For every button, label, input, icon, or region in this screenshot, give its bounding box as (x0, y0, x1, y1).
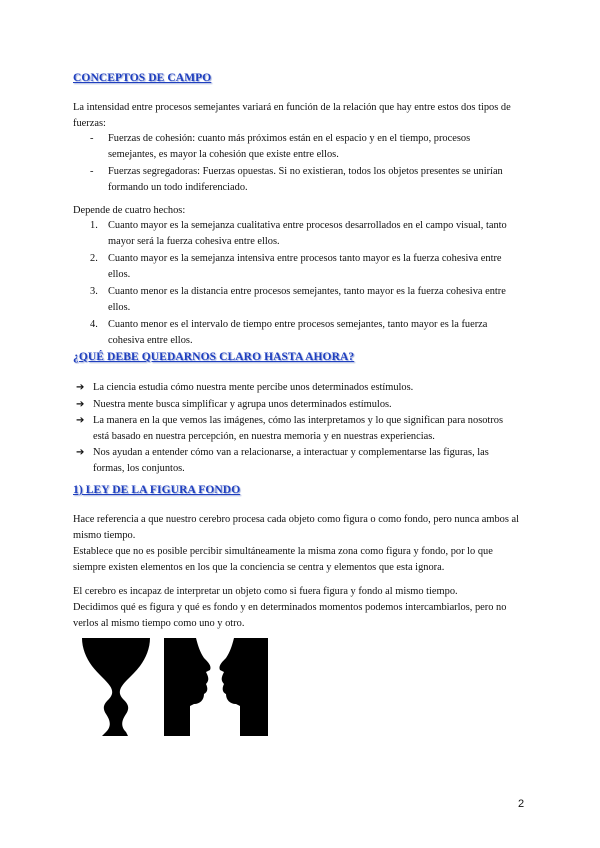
point-text: La ciencia estudia cómo nuestra mente percibe unos determinados estímulos. (93, 382, 414, 393)
point-text: La manera en la que vemos las imágenes, cómo las interpretamos y lo que significan para nosotros está basado en nuestra percepción, en nuestra memoria y en nuestras experiencias. (93, 415, 504, 442)
fact-number: 4. (90, 319, 98, 330)
facts-list (90, 218, 520, 350)
forces-list (90, 131, 520, 197)
list-item (90, 284, 520, 315)
fact-text: Cuanto mayor es la semejanza intensiva entre procesos tanto mayor es la fuerza cohesiva entre ellos. (108, 253, 502, 280)
left-face-silhouette (164, 638, 211, 736)
fondo-paragraph: Decidimos qué es figura y qué es fondo y en determinados momentos podemos intercambiarlos, pero no verlos al mismo tiempo como uno y otro. (73, 602, 507, 629)
fact-number: 3. (90, 286, 98, 297)
depends-text: Depende de cuatro hechos: (73, 205, 186, 216)
figura-fondo-text-2 (73, 584, 523, 632)
fondo-paragraph: Establece que no es posible percibir simultáneamente la misma zona como figura y fondo, por lo que siempre existen elementos en los que la conciencia se centra y elementos que esta ignora. (73, 546, 493, 573)
list-item (90, 317, 520, 348)
campo-intro (73, 100, 523, 132)
list-item (90, 164, 520, 195)
arrow-icon: ➔ (76, 398, 85, 410)
list-item (90, 131, 520, 162)
fact-number: 1. (90, 220, 98, 231)
list-item (76, 397, 520, 413)
right-face-silhouette (219, 638, 268, 736)
list-item (76, 445, 520, 476)
arrow-icon: ➔ (76, 447, 85, 458)
page-number: 2 (518, 798, 525, 810)
key-points-list (76, 380, 520, 477)
figura-fondo-text-1 (73, 512, 523, 576)
heading-ley-figura-fondo: 1) LEY DE LA FIGURA FONDO (73, 484, 241, 496)
heading-que-debe-quedarnos-claro: ¿QUÉ DEBE QUEDARNOS CLARO HASTA AHORA? (73, 351, 355, 363)
list-item (76, 413, 520, 444)
heading-conceptos-de-campo: CONCEPTOS DE CAMPO (73, 72, 212, 84)
campo-intro-text: La intensidad entre procesos semejantes variará en función de la relación que hay entre estos dos tipos de fuerzas: (73, 102, 511, 129)
point-text: Nuestra mente busca simplificar y agrupa unos determinados estímulos. (93, 398, 392, 410)
depends-line (73, 203, 523, 219)
dash-marker: - (90, 133, 94, 144)
vase-silhouette (82, 638, 150, 736)
arrow-icon: ➔ (76, 382, 85, 393)
fact-text: Cuanto mayor es la semejanza cualitativa entre procesos desarrollados en el campo visual, tanto mayor será la fuerza cohesiva entre ellos. (108, 220, 507, 247)
rubin-vase-faces-image (80, 636, 270, 738)
list-item (76, 380, 520, 396)
fondo-paragraph: El cerebro es incapaz de interpretar un objeto como si fuera figura y fondo al mismo tiempo. (73, 586, 458, 597)
fondo-paragraph: Hace referencia a que nuestro cerebro procesa cada objeto como figura o como fondo, pero nunca ambos al mismo tiempo. (73, 514, 520, 541)
fact-number: 2. (90, 253, 98, 264)
fact-text: Cuanto menor es el intervalo de tiempo entre procesos semejantes, tanto mayor es la fuerza cohesiva entre ellos. (108, 319, 488, 346)
list-item (90, 251, 520, 282)
force-cohesion-text: Fuerzas de cohesión: cuanto más próximos están en el espacio y en el tiempo, procesos semejantes, es mayor la cohesión que existe entre ellos. (108, 133, 471, 160)
arrow-icon: ➔ (76, 415, 85, 426)
list-item (90, 218, 520, 249)
fact-text: Cuanto menor es la distancia entre procesos semejantes, tanto mayor es la fuerza cohesiva entre ellos. (108, 286, 506, 313)
dash-marker: - (90, 166, 94, 177)
point-text: Nos ayudan a entender cómo van a relacionarse, a interactuar y complementarse las figuras, las formas, los conjuntos. (93, 447, 489, 474)
force-segregadoras-text: Fuerzas segregadoras: Fuerzas opuestas. Si no existieran, todos los objetos presentes se unirían formando un todo indiferenciado. (108, 166, 503, 193)
